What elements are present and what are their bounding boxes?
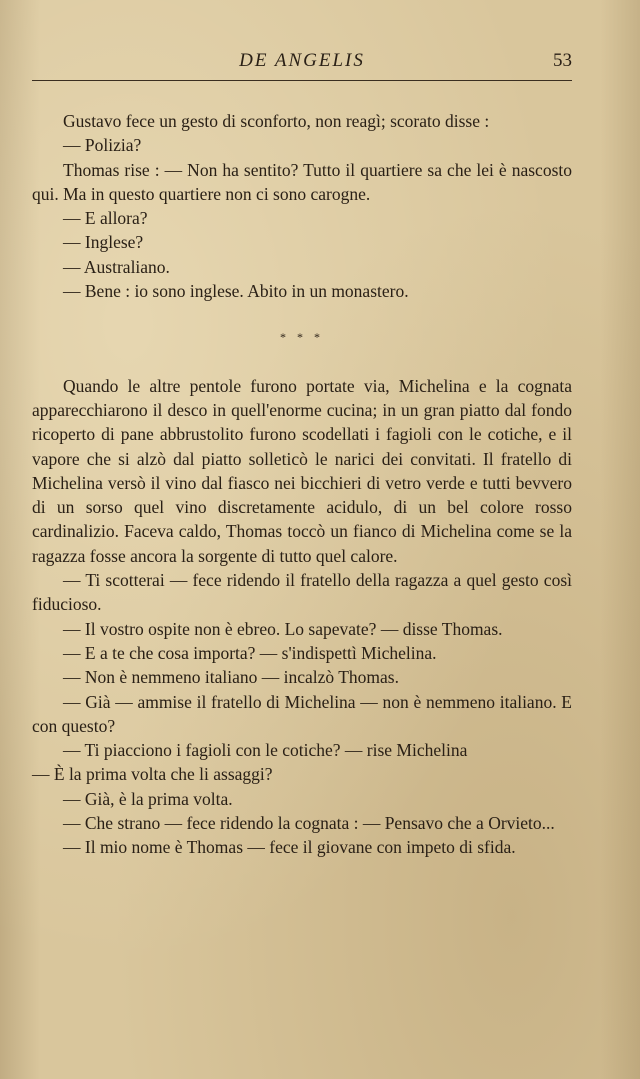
paragraph: Thomas rise : — Non ha sentito? Tutto il quartiere sa che lei è nascosto qui. Ma in questo quartiere non ci sono carogne.	[32, 159, 572, 204]
paragraph: — Inglese?	[63, 232, 144, 253]
paragraph: — Già — ammise il fratello di Michelina — non è nemmeno italiano. E con questo?	[32, 691, 572, 736]
paragraph: — Bene : io sono inglese. Abito in un monastero.	[63, 281, 409, 302]
paragraph: Gustavo fece un gesto di sconforto, non reagì; scorato disse :	[63, 111, 490, 131]
body-text	[32, 109, 572, 860]
paragraph: — Il mio nome è Thomas — fece il giovane con impeto di sfida.	[63, 837, 516, 858]
paragraph: — È la prima volta che li assaggi?	[32, 764, 273, 785]
page-number: 53	[553, 50, 572, 71]
paragraph: — Australiano.	[63, 256, 170, 277]
section-separator: * * *	[280, 330, 324, 345]
running-title: DE ANGELIS	[239, 50, 365, 71]
paragraph: Quando le altre pentole furono portate via, Michelina e la cognata apparecchiarono il desco in quell'enorme cucina; in un gran piatto dal fondo ricoperto di pane abbrustolito furono scodellati i fagioli con le cotiche, e il vapore che si alzò dal piatto solleticò le narici dei convitati. Il fratello di Michelina versò il vino dal fiasco nei bicchieri di vetro verde e tutti bevvero di un sorso quel vino discretamente acidulo, di un bel colore rosso cardinalizio. Faceva caldo, Thomas toccò un fianco di Michelina come se la ragazza fosse ancora la sorgente di tutto quel calore.	[32, 375, 572, 566]
paragraph: — Polizia?	[63, 135, 142, 156]
paragraph: — Non è nemmeno italiano — incalzò Thomas.	[63, 667, 399, 688]
page-header	[32, 50, 572, 78]
paragraph: — Il vostro ospite non è ebreo. Lo sapevate? — disse Thomas.	[63, 618, 503, 639]
paragraph: — E a te che cosa importa? — s'indispettì Michelina.	[63, 642, 437, 663]
paragraph: — Ti piacciono i fagioli con le cotiche? — rise Michelina	[63, 740, 468, 761]
paragraph: — Già, è la prima volta.	[63, 788, 233, 809]
paragraph: — E allora?	[63, 208, 148, 229]
paragraph: — Che strano — fece ridendo la cognata : — Pensavo che a Orvieto...	[63, 813, 555, 834]
header-rule	[32, 80, 572, 81]
paragraph: — Ti scotterai — fece ridendo il fratello della ragazza a quel gesto così fiducioso.	[32, 570, 572, 615]
